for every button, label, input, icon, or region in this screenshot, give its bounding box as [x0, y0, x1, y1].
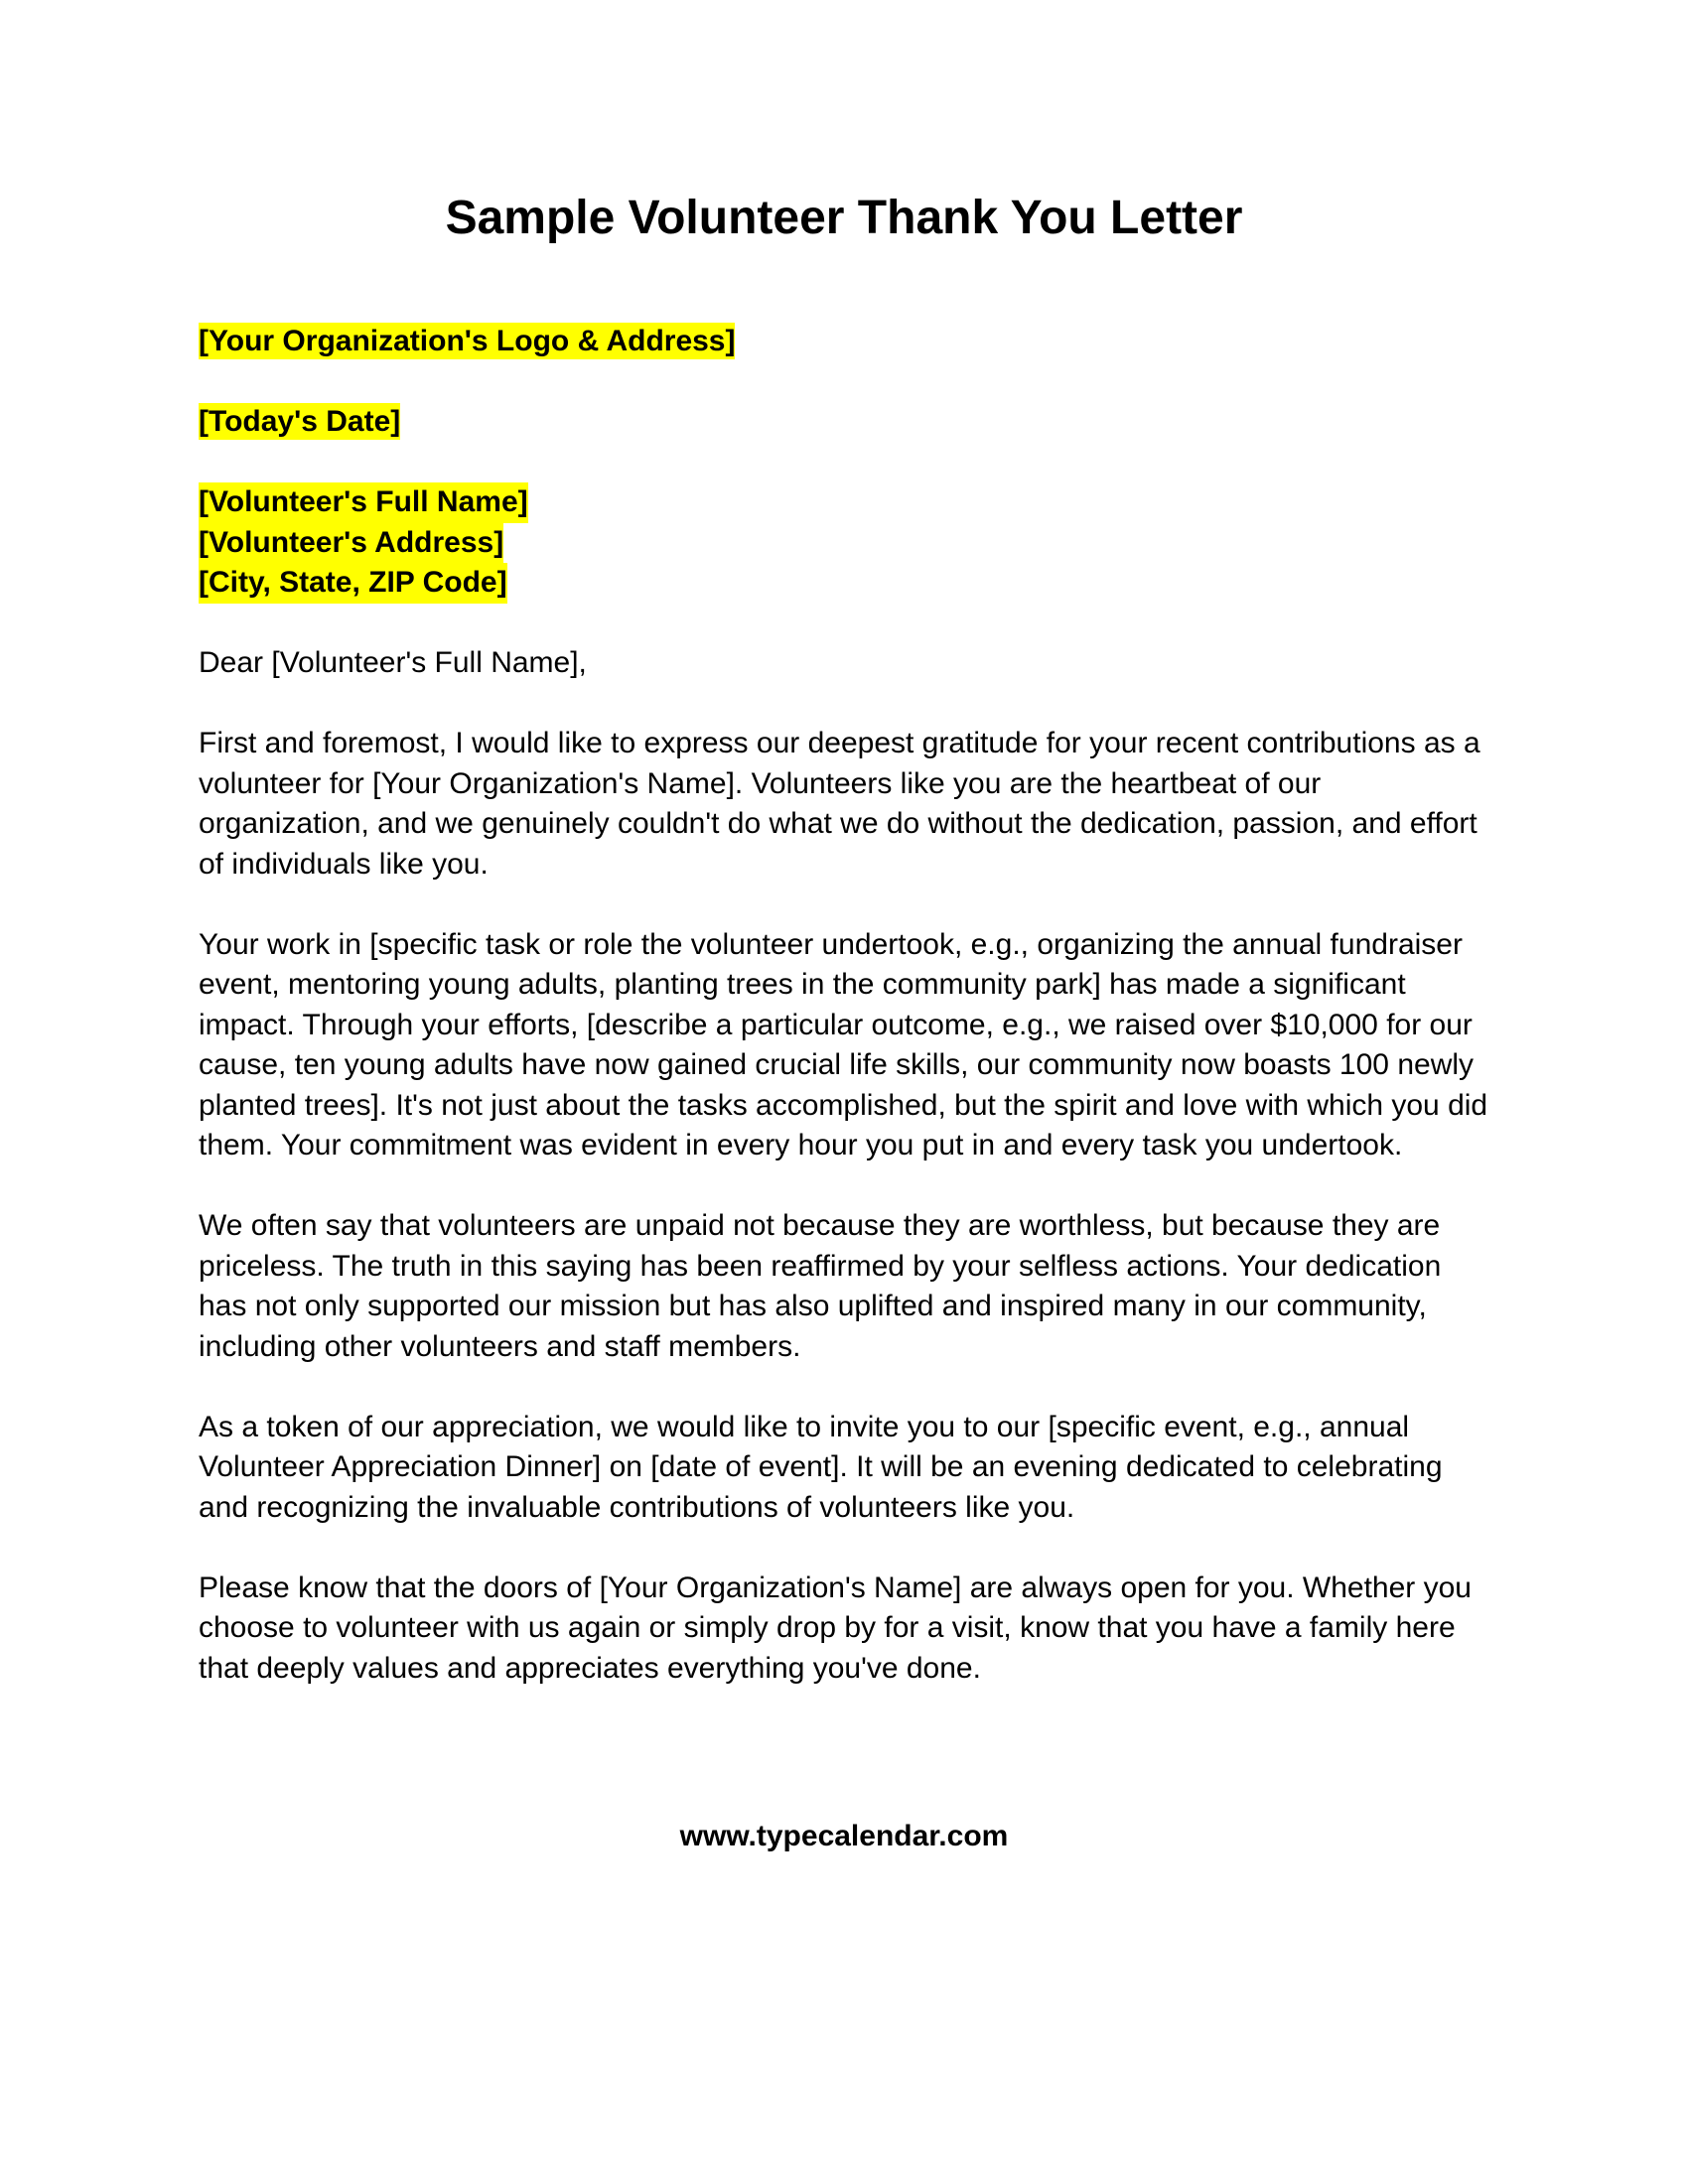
body-paragraph-5: Please know that the doors of [Your Organization's Name] are always open for you. Whether you choose to volunteer with us again or simply drop by for a visit, know that you have a family here that deeply values and appreciates everything you've done. — [199, 1570, 1472, 1685]
page-title: Sample Volunteer Thank You Letter — [445, 192, 1243, 244]
recipient-address-placeholder: [Volunteer's Address] — [199, 523, 503, 564]
date-placeholder: [Today's Date] — [199, 405, 401, 438]
letter-body — [199, 322, 1489, 1729]
recipient-address-block — [199, 482, 1489, 604]
org-logo-address-placeholder: [Your Organization's Logo & Address] — [199, 325, 736, 357]
recipient-name-placeholder: [Volunteer's Full Name] — [199, 482, 528, 523]
org-logo-address-block — [199, 322, 1489, 362]
body-paragraph-4: As a token of our appreciation, we would like to invite you to our [specific event, e.g., annual Volunteer Appreciation Dinner] on [date of event]. It will be an evening dedicated to celebrating and recognizing the invaluable contributions of volunteers like you. — [199, 1410, 1443, 1524]
date-block — [199, 402, 1489, 443]
salutation: Dear [Volunteer's Full Name], — [199, 646, 587, 679]
recipient-city-state-zip-placeholder: [City, State, ZIP Code] — [199, 563, 507, 604]
footer-website-link[interactable]: www.typecalendar.com — [679, 1820, 1009, 1852]
body-paragraph-1: First and foremost, I would like to express our deepest gratitude for your recent contributions as a volunteer for [Your Organization's Name]. Volunteers like you are the heartbeat of our organization, and we genuinely couldn't do what we do without the dedication, passion, and effort of individuals like you. — [199, 727, 1480, 881]
body-paragraph-3: We often say that volunteers are unpaid not because they are worthless, but because they are priceless. The truth in this saying has been reaffirmed by your selfless actions. Your dedication has not only supported our mission but has also uplifted and inspired many in our community, including other volunteers and staff members. — [199, 1209, 1442, 1363]
body-paragraph-2: Your work in [specific task or role the volunteer undertook, e.g., organizing the annual fundraiser event, mentoring young adults, planting trees in the community park] has made a significant impact. Through your efforts, [describe a particular outcome, e.g., we raised over $10,000 for our cause, ten young adults have now gained crucial life skills, our community now boasts 100 newly planted trees]. It's not just about the tasks accomplished, but the spirit and love with which you did them. Your commitment was evident in every hour you put in and every task you undertook. — [199, 927, 1488, 1161]
